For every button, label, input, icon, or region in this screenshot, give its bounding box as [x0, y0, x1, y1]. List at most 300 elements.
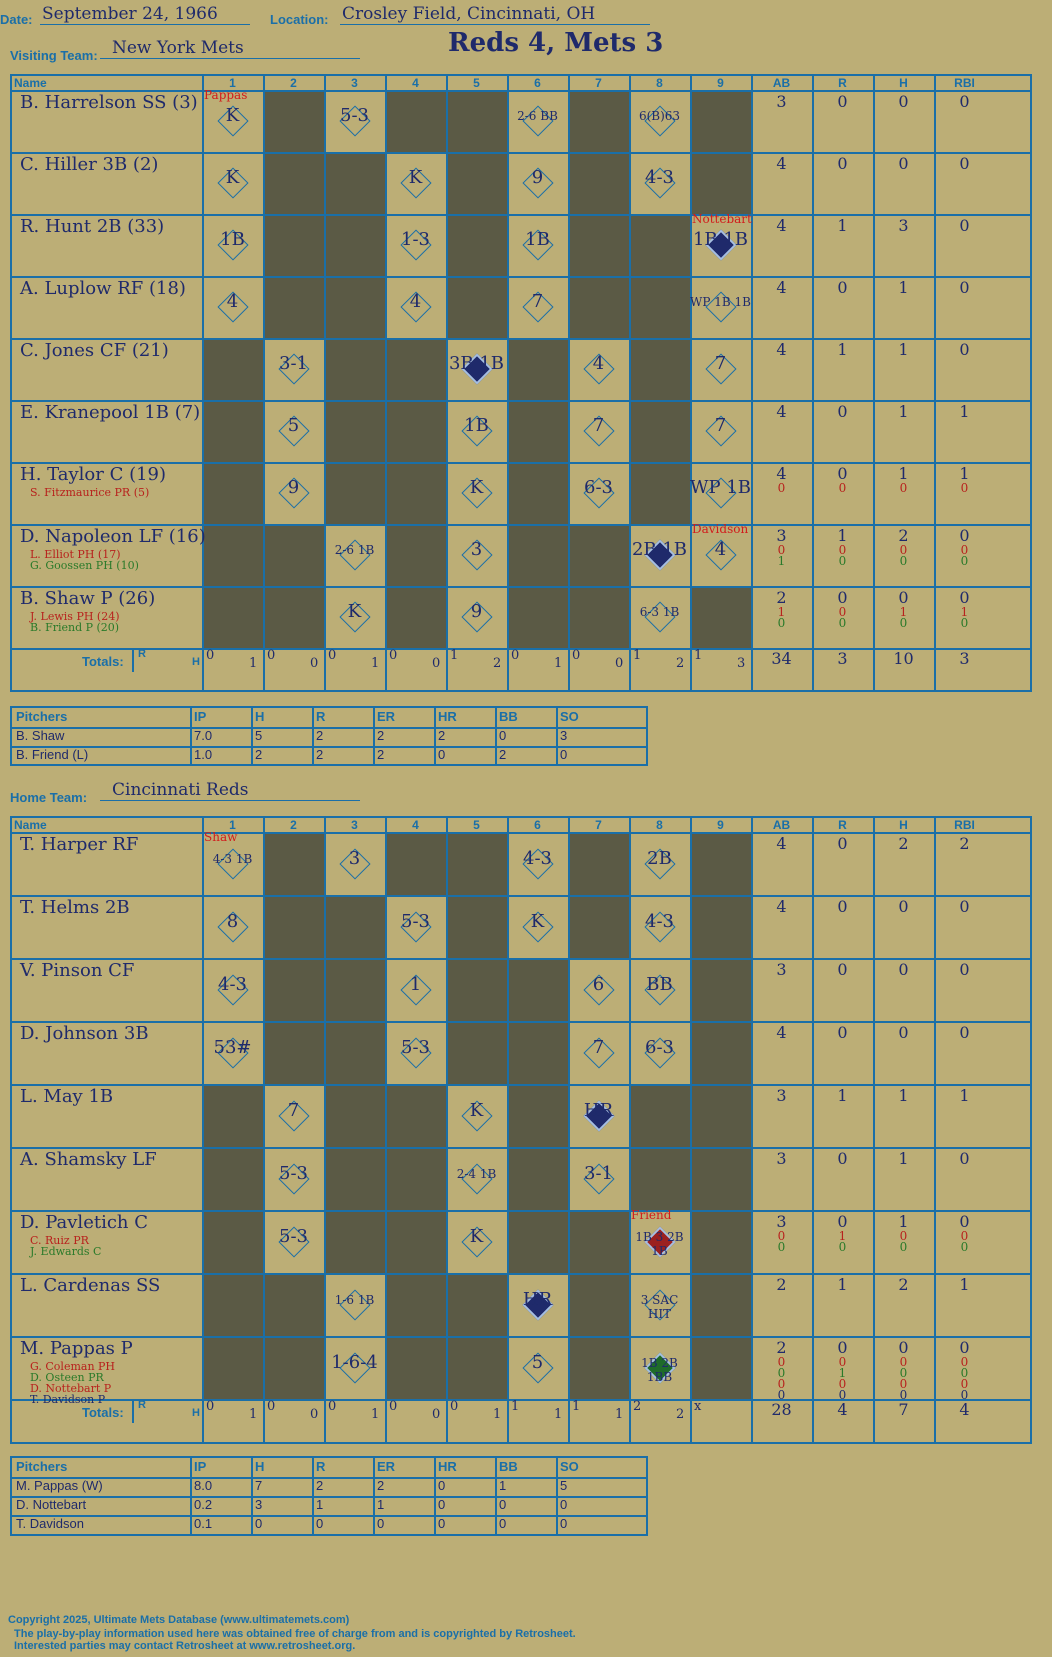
batter-stat-r: 0 [837, 154, 848, 173]
sub-stat: 0 [899, 543, 908, 557]
sub-stat: 1 [960, 605, 969, 619]
inactive-cell [568, 152, 629, 214]
pitcher-stat: 0 [560, 747, 568, 762]
pitcher-change-note: Nottebart [692, 212, 752, 226]
batter-stat-r: 0 [837, 278, 848, 297]
col-header-1: 1 [229, 76, 236, 90]
play-result: 3B 1B [448, 353, 505, 374]
inactive-cell [324, 152, 385, 214]
substitute-name: B. Friend P (20) [30, 621, 120, 634]
sub-stat: 0 [777, 1366, 786, 1380]
pitcher-col-hr: HR [438, 1459, 457, 1474]
batter-stat-rbi: 0 [959, 340, 970, 359]
home-team-name: Cincinnati Reds [112, 780, 249, 800]
sub-stat: 0 [960, 543, 969, 557]
rh-box [132, 1399, 204, 1423]
inactive-cell [507, 958, 568, 1021]
inactive-cell [629, 214, 690, 276]
pitcher-stat: 0 [560, 1516, 568, 1531]
pitcher-stat: 3 [560, 728, 568, 743]
col-header-ab: AB [772, 76, 791, 90]
play-result: 6(B)63 [638, 109, 681, 123]
inactive-cell [690, 152, 751, 214]
batter-stat-rbi: 0 [959, 588, 970, 607]
col-header-9: 9 [717, 818, 724, 832]
inning-hits: 0 [432, 1407, 441, 1422]
team-total-rbi: 3 [959, 649, 970, 668]
batter-name: C. Hiller 3B (2) [20, 154, 159, 175]
pitcher-col-line [434, 1458, 436, 1534]
inactive-cell [263, 276, 324, 338]
sub-stat: 0 [838, 1388, 847, 1402]
sub-stat: 0 [838, 543, 847, 557]
inactive-cell [446, 276, 507, 338]
inning-runs: 0 [267, 1399, 276, 1414]
batter-stat-r: 0 [837, 960, 848, 979]
pitcher-stat: 0.1 [194, 1516, 213, 1531]
batter-stat-h: 0 [898, 897, 909, 916]
pitcher-stat: 0 [438, 747, 446, 762]
grid-col-line [629, 818, 631, 1442]
batter-stat-ab: 4 [776, 464, 787, 483]
batter-stat-h: 2 [898, 1275, 909, 1294]
sub-stat: 0 [777, 1377, 786, 1391]
inning-hits: 1 [554, 656, 563, 671]
pitcher-stat: 2 [316, 747, 324, 762]
play-result: 2-6 BB [517, 109, 558, 123]
batter-stat-r: 0 [837, 834, 848, 853]
play-result: 1B 1B [692, 229, 749, 250]
play-result: 6-3 1B [639, 605, 680, 619]
inactive-cell [263, 152, 324, 214]
play-result: 1B [464, 415, 489, 436]
batter-stat-r: 0 [837, 1023, 848, 1042]
batter-stat-h: 0 [898, 154, 909, 173]
col-header-h: H [899, 818, 908, 832]
col-header-1: 1 [229, 818, 236, 832]
pitcher-name: T. Davidson [16, 1516, 84, 1531]
play-result: 5 [287, 415, 300, 436]
play-result: 4 [226, 291, 239, 312]
batter-stat-rbi: 1 [959, 402, 970, 421]
inactive-cell [324, 1084, 385, 1147]
inactive-cell [568, 524, 629, 586]
col-header-4: 4 [412, 76, 419, 90]
inactive-cell [629, 1084, 690, 1147]
sub-stat: 0 [960, 1240, 969, 1254]
inning-runs: 0 [450, 1399, 459, 1414]
sub-stat: 0 [777, 616, 786, 630]
batter-stat-h: 1 [898, 340, 909, 359]
substitute-name: L. Elliot PH (17) [30, 548, 121, 561]
inactive-cell [263, 832, 324, 895]
pitcher-col-line [495, 708, 497, 764]
batter-stat-h: 2 [898, 834, 909, 853]
play-result: 4-3 1B [212, 851, 253, 866]
inactive-cell [507, 1147, 568, 1210]
batter-name: E. Kranepool 1B (7) [20, 402, 201, 423]
batter-name: C. Jones CF (21) [20, 340, 169, 361]
inactive-cell [202, 1147, 263, 1210]
play-result: 7 [714, 353, 727, 374]
play-result: HR [522, 1288, 553, 1310]
team-total-ab: 28 [771, 1400, 792, 1419]
batter-name: T. Helms 2B [20, 897, 130, 918]
batter-stat-rbi: 1 [959, 1086, 970, 1105]
col-header-rbi: RBI [954, 818, 975, 832]
play-result: 1B [525, 229, 550, 250]
batter-stat-rbi: 0 [959, 526, 970, 545]
inning-runs: x [694, 1399, 702, 1414]
substitute-name: C. Ruiz PR [30, 1234, 89, 1247]
play-result: 6-3 [584, 477, 613, 498]
play-result: 5-3 [401, 910, 430, 932]
grid-col-line [202, 76, 204, 690]
inning-runs: 0 [389, 1399, 398, 1414]
play-result: 1-6-4 [331, 1351, 378, 1373]
play-result: 7 [531, 291, 544, 312]
inning-hits: 0 [310, 656, 319, 671]
grid-col-line [568, 76, 570, 690]
batter-stat-ab: 3 [776, 526, 787, 545]
sub-stat: 0 [838, 616, 847, 630]
inactive-cell [324, 338, 385, 400]
pitcher-change-note: Davidson [692, 522, 749, 536]
grid-col-line [324, 818, 326, 1442]
batter-stat-ab: 3 [776, 92, 787, 111]
pitcher-name: B. Shaw [16, 728, 65, 743]
batter-stat-r: 1 [837, 216, 848, 235]
inning-hits: 2 [493, 656, 502, 671]
pitcher-stat: 7.0 [194, 728, 213, 743]
batter-name: D. Pavletich C [20, 1212, 149, 1233]
grid-col-line [507, 818, 509, 1442]
pitcher-col-line [434, 708, 436, 764]
inactive-cell [690, 1210, 751, 1273]
pitcher-col-line [373, 1458, 375, 1534]
batter-stat-ab: 3 [776, 1086, 787, 1105]
inactive-cell [202, 1336, 263, 1399]
batter-stat-rbi: 0 [959, 897, 970, 916]
inactive-cell [202, 462, 263, 524]
pitcher-col-line [190, 708, 192, 764]
play-result: 6-3 [645, 1036, 674, 1058]
batter-name: D. Napoleon LF (16) [20, 526, 206, 547]
inactive-cell [629, 1147, 690, 1210]
batter-stat-r: 0 [837, 897, 848, 916]
batter-stat-r: 0 [837, 1212, 848, 1231]
inactive-cell [385, 1336, 446, 1399]
batter-stat-ab: 3 [776, 960, 787, 979]
inactive-cell [507, 1021, 568, 1084]
game-result: Reds 4, Mets 3 [448, 28, 664, 58]
inactive-cell [507, 524, 568, 586]
batter-stat-ab: 2 [776, 1338, 787, 1357]
play-result: 3 [348, 847, 361, 869]
sub-stat: 0 [899, 1240, 908, 1254]
home-pitchers-table [10, 1456, 648, 1536]
play-result: 4-3 [645, 167, 674, 188]
play-result: WP 1B [690, 477, 752, 498]
batter-name: A. Luplow RF (18) [20, 278, 186, 299]
sub-stat: 0 [777, 1229, 786, 1243]
inactive-cell [507, 586, 568, 648]
batter-stat-r: 1 [837, 340, 848, 359]
substitute-name: D. Osteen PR [30, 1371, 104, 1384]
grid-col-line [690, 818, 692, 1442]
inning-runs: 1 [694, 648, 703, 663]
sub-stat: 0 [777, 1240, 786, 1254]
pitcher-col-line [556, 708, 558, 764]
inactive-cell [202, 1210, 263, 1273]
pitcher-change-note: Friend [631, 1208, 672, 1222]
team-total-r: 4 [837, 1400, 848, 1419]
inning-runs: 0 [206, 1399, 215, 1414]
batter-stat-r: 0 [837, 92, 848, 111]
pitcher-stat: 3 [255, 1497, 263, 1512]
inactive-cell [324, 1210, 385, 1273]
batter-stat-rbi: 0 [959, 278, 970, 297]
inning-hits: 3 [737, 656, 746, 671]
grid-col-line [263, 76, 265, 690]
play-result: 3-1 [279, 353, 308, 374]
inning-hits: 1 [371, 1407, 380, 1422]
inning-hits: 1 [371, 656, 380, 671]
inning-hits: 0 [310, 1407, 319, 1422]
batter-name: L. Cardenas SS [20, 1275, 161, 1296]
inactive-cell [629, 338, 690, 400]
grid-col-line [385, 76, 387, 690]
inactive-cell [385, 1210, 446, 1273]
col-header-2: 2 [290, 818, 297, 832]
pitcher-row-line [12, 1496, 646, 1498]
inactive-cell [202, 586, 263, 648]
batter-stat-rbi: 0 [959, 216, 970, 235]
batter-stat-rbi: 1 [959, 464, 970, 483]
inactive-cell [690, 90, 751, 152]
rh-box [132, 648, 204, 672]
inactive-cell [507, 1210, 568, 1273]
pitcher-col-line [312, 1458, 314, 1534]
pitcher-col-so: SO [560, 1459, 579, 1474]
play-result: 2-4 1B [456, 1166, 497, 1181]
inactive-cell [202, 1084, 263, 1147]
team-total-h: 10 [893, 649, 914, 668]
inning-hits: 0 [432, 656, 441, 671]
inactive-cell [385, 462, 446, 524]
game-location: Crosley Field, Cincinnati, OH [342, 4, 596, 24]
col-header-3: 3 [351, 818, 358, 832]
pitcher-col-er: ER [377, 1459, 396, 1474]
inactive-cell [324, 400, 385, 462]
play-result: 4 [409, 291, 422, 312]
play-result: 5-3 [279, 1225, 308, 1247]
pitcher-col-r: R [316, 709, 326, 724]
inactive-cell [446, 1021, 507, 1084]
inactive-cell [690, 1021, 751, 1084]
inactive-cell [324, 276, 385, 338]
play-result: 5-3 [279, 1162, 308, 1184]
inning-hits: 1 [249, 656, 258, 671]
batter-name: H. Taylor C (19) [20, 464, 167, 485]
sub-stat: 0 [838, 1240, 847, 1254]
batter-stat-ab: 4 [776, 834, 787, 853]
inning-runs: 0 [206, 648, 215, 663]
col-header-6: 6 [534, 818, 541, 832]
inactive-cell [690, 1273, 751, 1336]
batter-stat-h: 1 [898, 402, 909, 421]
play-result: 4-3 [645, 910, 674, 932]
footer-contact: Interested parties may contact Retrosheet at www.retrosheet.org. [14, 1640, 356, 1652]
team-total-h: 7 [898, 1400, 909, 1419]
col-header-r: R [838, 818, 847, 832]
batter-stat-rbi: 2 [959, 834, 970, 853]
play-result: 3 SAC HIT [640, 1292, 679, 1321]
col-header-6: 6 [534, 76, 541, 90]
sub-stat: 0 [777, 543, 786, 557]
totals-label: Totals: [82, 654, 124, 669]
sub-stat: 0 [777, 1355, 786, 1369]
batter-stat-h: 1 [898, 278, 909, 297]
batter-name: A. Shamsky LF [20, 1149, 157, 1170]
col-header-2: 2 [290, 76, 297, 90]
pitcher-stat: 2 [316, 728, 324, 743]
play-result: 1B 2B 1BB [641, 1355, 678, 1384]
inning-runs: 1 [450, 648, 459, 663]
inning-hits: 1 [615, 1407, 624, 1422]
sub-stat: 0 [960, 481, 969, 495]
inactive-cell [568, 832, 629, 895]
home-team-label: Home Team: [10, 790, 88, 805]
pitcher-stat: 0 [499, 1497, 507, 1512]
sub-stat: 0 [899, 481, 908, 495]
play-result: 4-3 [218, 973, 247, 995]
play-result: 4 [592, 353, 605, 374]
batter-stat-rbi: 0 [959, 92, 970, 111]
pitcher-col-line [190, 1458, 192, 1534]
pitcher-stat: 0 [316, 1516, 324, 1531]
sub-stat: 0 [899, 1366, 908, 1380]
batter-name: B. Shaw P (26) [20, 588, 156, 609]
inactive-cell [202, 524, 263, 586]
inactive-cell [263, 586, 324, 648]
pitcher-stat: 0 [438, 1478, 446, 1493]
batter-stat-h: 0 [898, 588, 909, 607]
inactive-cell [568, 1336, 629, 1399]
batter-stat-rbi: 0 [959, 1212, 970, 1231]
play-result: 1B 3 2B 1B [635, 1229, 684, 1258]
pitcher-stat: 0 [499, 728, 507, 743]
inactive-cell [385, 338, 446, 400]
inactive-cell [690, 832, 751, 895]
pitcher-col-r: R [316, 1459, 326, 1474]
sub-stat: 1 [777, 605, 786, 619]
pitcher-stat: 2 [377, 728, 385, 743]
inactive-cell [385, 400, 446, 462]
inactive-cell [202, 1273, 263, 1336]
inning-hits: 1 [493, 1407, 502, 1422]
batter-stat-ab: 4 [776, 340, 787, 359]
inactive-cell [690, 1084, 751, 1147]
inactive-cell [690, 1336, 751, 1399]
batter-stat-r: 0 [837, 1338, 848, 1357]
play-result: 1-6 1B [334, 1292, 375, 1307]
sub-stat: 0 [960, 1377, 969, 1391]
batter-stat-rbi: 1 [959, 1275, 970, 1294]
inactive-cell [263, 1021, 324, 1084]
inactive-cell [263, 958, 324, 1021]
batter-stat-r: 0 [837, 402, 848, 421]
play-result: 4-3 [523, 847, 552, 869]
pitcher-col-ip: IP [194, 1459, 207, 1474]
inactive-cell [446, 152, 507, 214]
pitcher-stat: 0.2 [194, 1497, 213, 1512]
inning-hits: 1 [249, 1407, 258, 1422]
substitute-name: G. Goossen PH (10) [30, 559, 139, 572]
inning-runs: 0 [267, 648, 276, 663]
inactive-cell [446, 214, 507, 276]
play-result: 8 [226, 910, 239, 932]
sub-stat: 1 [838, 1229, 847, 1243]
inactive-cell [385, 90, 446, 152]
inning-runs: 1 [572, 1399, 581, 1414]
inactive-cell [385, 1273, 446, 1336]
inactive-cell [629, 400, 690, 462]
batter-stat-r: 0 [837, 1149, 848, 1168]
batter-stat-h: 0 [898, 1023, 909, 1042]
batter-name: T. Harper RF [20, 834, 139, 855]
pitcher-col-so: SO [560, 709, 579, 724]
inactive-cell [446, 90, 507, 152]
batter-stat-ab: 4 [776, 402, 787, 421]
play-result: 3 [470, 539, 483, 560]
substitute-name: G. Coleman PH [30, 1360, 116, 1373]
sub-stat: 0 [960, 1366, 969, 1380]
batter-stat-rbi: 0 [959, 1149, 970, 1168]
footer-copyright: Copyright 2025, Ultimate Mets Database (www.ultimatemets.com) [8, 1614, 350, 1626]
batter-name: D. Johnson 3B [20, 1023, 149, 1044]
inning-runs: 1 [633, 648, 642, 663]
pitcher-col-h: H [255, 1459, 265, 1474]
play-result: K [469, 1225, 484, 1247]
inning-hits: 0 [615, 656, 624, 671]
inning-hits: 2 [676, 656, 685, 671]
rh-r-label: R [138, 648, 146, 660]
col-header-ab: AB [772, 818, 791, 832]
batter-stat-ab: 4 [776, 897, 787, 916]
inactive-cell [263, 895, 324, 958]
inning-runs: 0 [389, 648, 398, 663]
batter-stat-r: 1 [837, 1275, 848, 1294]
inactive-cell [446, 1273, 507, 1336]
inactive-cell [507, 400, 568, 462]
pitcher-col-h: H [255, 709, 265, 724]
inning-runs: 0 [511, 648, 520, 663]
batter-stat-h: 1 [898, 1212, 909, 1231]
inactive-cell [568, 1273, 629, 1336]
inactive-cell [263, 1336, 324, 1399]
sub-stat: 0 [777, 1388, 786, 1402]
batter-stat-ab: 4 [776, 154, 787, 173]
sub-stat: 0 [899, 1355, 908, 1369]
play-result: 3-1 [584, 1162, 613, 1184]
date-label: Date: [0, 12, 33, 27]
batter-stat-rbi: 0 [959, 1023, 970, 1042]
pitcher-col-line [373, 708, 375, 764]
col-header-8: 8 [656, 76, 663, 90]
pitcher-stat: 8.0 [194, 1478, 213, 1493]
pitcher-stat: 2 [499, 747, 507, 762]
